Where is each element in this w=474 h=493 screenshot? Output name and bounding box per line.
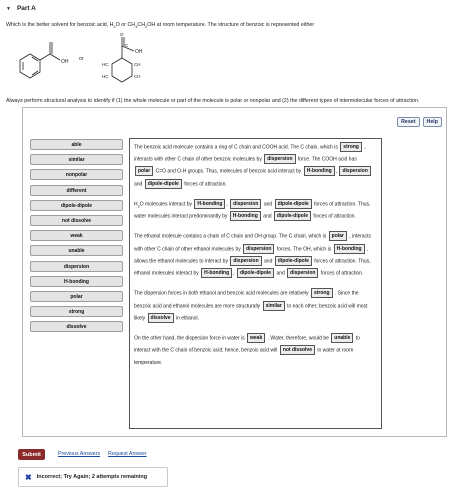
answer-paragraph-ethanol bbox=[134, 231, 377, 280]
question-text bbox=[6, 22, 314, 29]
drop-target[interactable]: unable bbox=[331, 333, 353, 343]
drop-target[interactable]: H-bonding bbox=[304, 166, 335, 176]
part-title: Part A bbox=[16, 5, 36, 12]
word-tile[interactable]: able bbox=[30, 139, 123, 150]
text: 2 bbox=[137, 204, 140, 209]
request-answer-link[interactable]: Request Answer bbox=[108, 451, 147, 457]
word-tile[interactable]: strong bbox=[30, 306, 123, 317]
answer-paragraph-benzoic bbox=[134, 142, 377, 191]
drop-target[interactable]: dipole-dipole bbox=[145, 179, 182, 189]
drop-target[interactable]: dispersion bbox=[243, 244, 274, 254]
feedback-box bbox=[18, 467, 168, 487]
drop-target[interactable]: dispersion bbox=[230, 256, 261, 266]
word-tile[interactable]: nonpolar bbox=[30, 169, 123, 180]
drop-target[interactable]: dipole-dipole bbox=[275, 256, 312, 266]
text: and bbox=[134, 181, 143, 188]
word-tile[interactable]: unable bbox=[30, 245, 123, 256]
ch-label-1: CH bbox=[134, 62, 141, 67]
benzoic-expanded-structure bbox=[112, 37, 134, 82]
text: forces of attraction. Thus, water molecules interact predominantly by bbox=[134, 201, 371, 220]
drop-target[interactable]: similar bbox=[263, 301, 285, 311]
benzoic-acid-structures bbox=[10, 32, 170, 86]
text: forces of attraction. Thus, ethanol molecules interact by bbox=[134, 258, 371, 277]
word-tile[interactable]: different bbox=[30, 185, 123, 196]
word-bank bbox=[30, 139, 123, 336]
oh-label-left: OH bbox=[61, 59, 69, 65]
drop-target[interactable]: dipole-dipole bbox=[275, 199, 312, 209]
text: , bbox=[335, 168, 338, 175]
text: , interacts with other C chain of other ethanol molecules by bbox=[134, 233, 371, 252]
word-tile[interactable]: dipole-dipole bbox=[30, 200, 123, 211]
question-sub-2: 3 bbox=[135, 24, 138, 30]
question-part-2: O or CH bbox=[115, 22, 136, 28]
word-tile[interactable]: similar bbox=[30, 154, 123, 165]
text: The ethanol molecule contains a chain of C chain and OH group. The C chain, which is bbox=[134, 233, 327, 240]
drop-target[interactable]: weak bbox=[247, 333, 265, 343]
benzoic-skeletal-structure bbox=[20, 42, 60, 78]
word-tile[interactable]: polar bbox=[30, 291, 123, 302]
previous-answers-link[interactable]: Previous Answers bbox=[58, 451, 101, 457]
word-tile[interactable]: dissolve bbox=[30, 321, 123, 332]
text: O molecules interact by bbox=[139, 201, 192, 208]
reset-button[interactable]: Reset bbox=[397, 117, 419, 127]
drop-target[interactable]: dispersion bbox=[287, 268, 318, 278]
text: . Water, therefore, would be bbox=[267, 335, 329, 342]
text: , bbox=[233, 270, 235, 277]
hc-label-1: HC bbox=[102, 62, 109, 67]
drop-target[interactable]: dissolve bbox=[148, 313, 174, 323]
drop-target[interactable]: dispersion bbox=[230, 199, 261, 209]
question-part-4: OH at room temperature. The structure of benzoic is represented either bbox=[147, 22, 315, 28]
text: The dispersion forces in both ethanol and benzoic acid molecules are relatively bbox=[134, 290, 309, 297]
word-tile[interactable]: H-bonding bbox=[30, 276, 123, 287]
question-sub-3: 2 bbox=[145, 24, 148, 30]
text: , bbox=[226, 201, 228, 208]
text: forces of attraction. bbox=[184, 181, 227, 188]
instruction-text: Always perform structural analysis to identify if (1) the whole molecule or part of the molecule is polar or nonpolar and (2) the different types of intermolecular forces of attraction. bbox=[6, 98, 420, 104]
word-tile[interactable]: dispersion bbox=[30, 261, 123, 272]
drop-target[interactable]: H-bonding bbox=[334, 244, 365, 254]
c-label: C bbox=[125, 43, 129, 48]
text: to each other; benzoic acid will most likely bbox=[134, 302, 368, 322]
drop-target[interactable]: dispersion bbox=[339, 166, 370, 176]
text: On the other hand, the dispersion force in water is bbox=[134, 335, 245, 342]
question-part-1: Which is the better solvent for benzoic acid, H bbox=[6, 22, 114, 28]
drop-target[interactable]: strong bbox=[340, 142, 362, 152]
text: H bbox=[134, 201, 138, 208]
text: force. The COOH acid has bbox=[297, 156, 357, 163]
drop-target[interactable]: H-bonding bbox=[201, 268, 232, 278]
text: to interact with the C chain of benzoic acid; hence, benzoic acid will bbox=[134, 335, 360, 354]
question-part-3: CH bbox=[137, 22, 146, 28]
drop-target[interactable]: H-bonding bbox=[194, 199, 225, 209]
text: . Since the benzoic acid and ethanol molecules are more structurally bbox=[134, 290, 359, 309]
text: and bbox=[264, 258, 273, 265]
hc-label-2: HC bbox=[102, 74, 109, 79]
part-header[interactable] bbox=[6, 5, 36, 12]
panel-buttons bbox=[397, 117, 442, 127]
drop-target[interactable]: strong bbox=[311, 288, 333, 298]
oh-label-right: OH bbox=[135, 49, 143, 55]
answer-paragraph-water bbox=[134, 199, 377, 223]
drop-target[interactable]: dispersion bbox=[264, 154, 295, 164]
question-sub-1: 2 bbox=[113, 24, 116, 30]
collapse-caret-icon[interactable]: ▼ bbox=[6, 5, 11, 12]
submit-button[interactable]: Submit bbox=[18, 449, 45, 460]
text: C=O and O-H groups. Thus, molecules of benzoic acid interact by bbox=[155, 168, 302, 175]
word-tile[interactable]: not dissolve bbox=[30, 215, 123, 226]
text: in ethanol. bbox=[175, 315, 199, 322]
text: and bbox=[263, 213, 272, 220]
text: forces of attraction. bbox=[320, 270, 364, 277]
text: in water at room temperature. bbox=[134, 347, 354, 366]
text: and bbox=[276, 270, 285, 277]
help-button[interactable]: Help bbox=[423, 117, 442, 127]
or-label: or bbox=[79, 56, 84, 62]
drop-target[interactable]: polar bbox=[329, 231, 347, 241]
text: The benzoic acid molecule contains a ring of C chain and COOH acid. The C chain, which is bbox=[134, 144, 338, 151]
drop-target[interactable]: not dissolve bbox=[280, 345, 315, 355]
answer-area bbox=[129, 138, 382, 429]
drop-target[interactable]: polar bbox=[135, 166, 153, 176]
incorrect-x-icon: ✖ bbox=[25, 472, 32, 482]
text: and bbox=[263, 201, 273, 208]
drag-drop-panel bbox=[22, 107, 447, 437]
ch-label-2: CH bbox=[134, 74, 141, 79]
text: , interacts with other C chain of other benzoic molecules by bbox=[134, 144, 366, 163]
text: forces of attraction. bbox=[313, 213, 356, 220]
o-label: O bbox=[120, 32, 124, 37]
drop-target[interactable]: dipole-dipole bbox=[274, 211, 311, 221]
text: , allows the ethanol molecules to interact by bbox=[134, 245, 369, 265]
answer-paragraph-conclusion bbox=[134, 333, 377, 369]
feedback-text: Incorrect; Try Again; 2 attempts remaining bbox=[36, 474, 148, 480]
text: forces. The OH, which is bbox=[276, 245, 332, 252]
drop-target[interactable]: H-bonding bbox=[230, 211, 261, 221]
word-tile[interactable]: weak bbox=[30, 230, 123, 241]
answer-paragraph-comparison bbox=[134, 288, 377, 325]
drop-target[interactable]: dipole-dipole bbox=[237, 268, 274, 278]
